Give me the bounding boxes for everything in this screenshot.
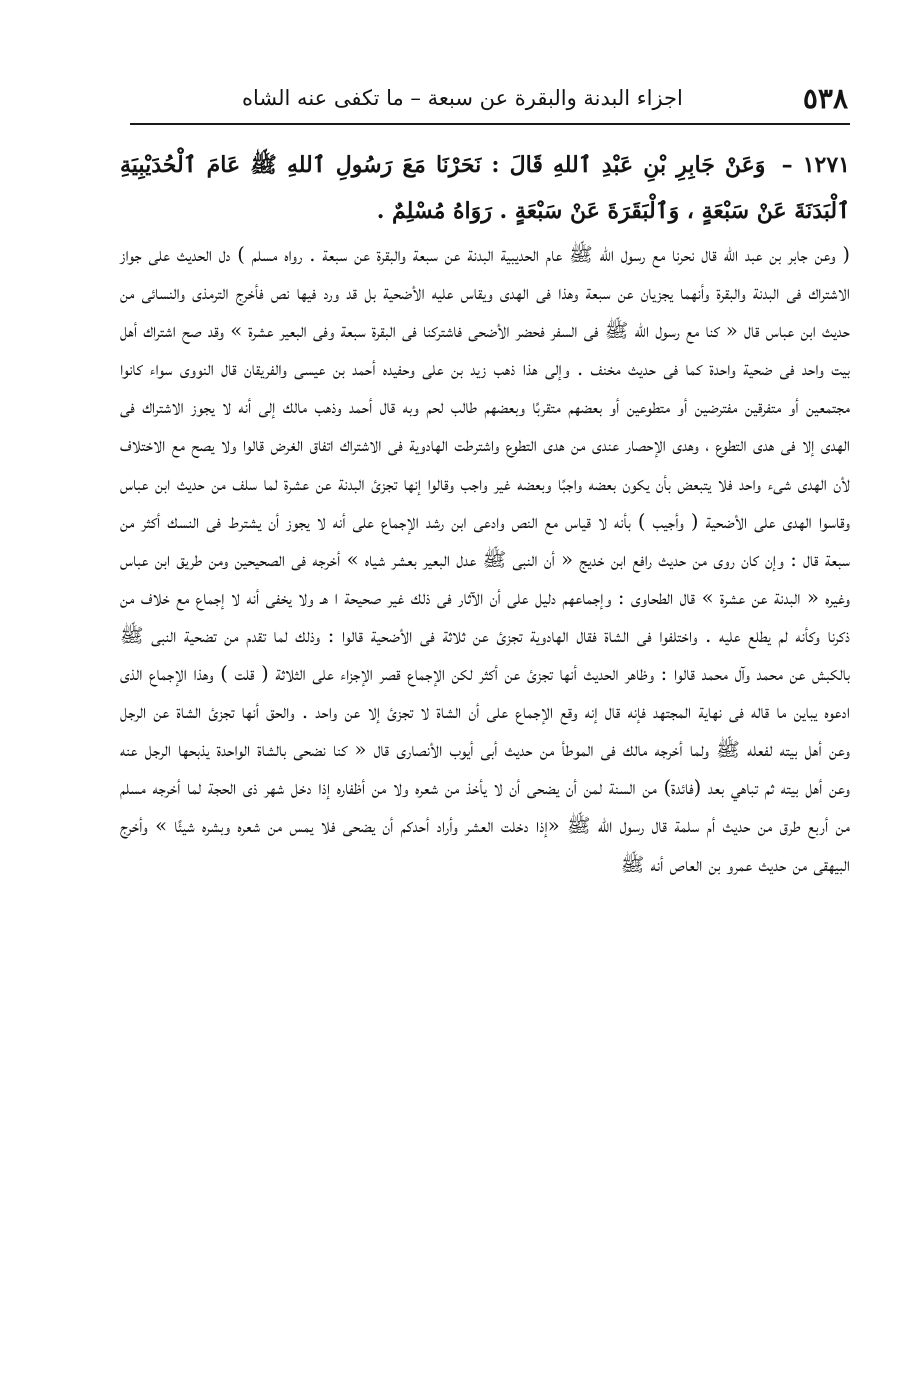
header-divider [130, 123, 850, 125]
running-header [130, 78, 848, 118]
commentary-text: ( وعن جابر بن عبد الله قال نحرنا مع رسول الله ﷺ عام الحديبية البدنة عن سبعة والبقرة عن سبعة . رواه مسلم ) دل الحديث على جواز الاشتراك فى البدنة والبقرة وأنهما يجزيان عن سبعة وهذا فى الهدى ويقاس عليه الأضحية بل قد ورد فيها نص فأخرج الترمذى والنسائى من حديث ابن عباس قال « كنا مع رسول الله ﷺ فى السفر فحضر الأضحى فاشتركنا فى البقرة سبعة وفى البعير عشرة » وقد صح اشتراك أهل بيت واحد فى ضحية واحدة كما فى حديث مخنف . وإلى هذا ذهب زيد بن على وحفيده أحمد بن عيسى والفريقان قال النووى سواء كانوا مجتمعين أو متفرقين مفترضين أو متطوعين أو بعضهم متقربًا وبعضهم طالب لحم وبه قال أحمد وذهب مالك إلى أنه لا يجوز الاشتراك فى الهدى إلا فى هدى التطوع ، وهدى الإحصار عندى من هدى التطوع واشترطت الهادوية فى الاشتراك اتفاق الغرض قالوا ولا يصح مع الاختلاف لأن الهدى شىء واحد فلا يتبعض بأن يكون بعضه واجبًا وبعضه غير واجب وقالوا إنها تجزئ البدنة عن عشرة لما سلف من حديث ابن عباس وقاسوا الهدى على الأضحية ( وأجيب ) بأنه لا قياس مع النص وادعى ابن رشد الإجماع على أنه لا يجوز أن يشترط فى النسك أكثر من سبعة قال : وإن كان روى من حديث رافع ابن خديج « أن النبى ﷺ عدل البعير بعشر شياه » أخرجه فى الصحيحين ومن طريق ابن عباس وغيره « البدنة عن عشرة » قال الطحاوى : وإجماعهم دليل على أن الآثار فى ذلك غير صحيحة ا هـ ولا يخفى أنه لا إجماع مع خلاف من ذكرنا وكأنه لم يطلع عليه . واختلفوا فى الشاة فقال الهادوية تجزئ عن ثلاثة فى الأضحية قالوا : وذلك لما تقدم من تضحية النبى ﷺ بالكبش عن محمد وآل محمد قالوا : وظاهر الحديث أنها تجزئ عن أكثر لكن الإجماع قصر الإجزاء على الثلاثة ( قلت ) وهذا الإجماع الذى ادعوه يباين ما قاله فى نهاية المجتهد فإنه قال إنه وقع الإجماع على أن الشاة لا تجزئ إلا عن واحد . والحق أنها تجزئ الشاة عن الرجل وعن أهل بيته لفعله ﷺ ولما أخرجه مالك فى الموطأ من حديث أبى أيوب الأنصارى قال « كنا نضحى بالشاة الواحدة يذبحها الرجل عنه وعن أهل بيته ثم تباهي بعد (فائدة) من السنة لمن أن يضحى أن لا يأخذ من شعره ولا من أظفاره إذا دخل شهر ذى الحجة لما أخرجه مسلم من أربع طرق من حديث أم سلمة قال رسول الله ﷺ «إذا دخلت العشر وأراد أحدكم أن يضحى فلا يمس من شعره وبشره شيئًا » وأخرج البيهقى من حديث عمرو بن العاص أنه ﷺ [120, 243, 850, 876]
hadith-number: ١٢٧١ – [781, 152, 850, 178]
running-title: اجزاء البدنة والبقرة عن سبعة – ما تكفى عنه الشاه [242, 86, 683, 110]
page-number: ٥٣٨ [802, 81, 848, 115]
hadith-text: وَعَنْ جَابِرِ بْنِ عَبْدِ ٱللهِ قَالَ : نَحَرْنَا مَعَ رَسُولِ ٱللهِ ﷺ عَامَ ٱلْحُدَيْبِيَةِ ٱلْبَدَنَةَ عَنْ سَبْعَةٍ ، وَٱلْبَقَرَةَ عَنْ سَبْعَةٍ . رَوَاهُ مُسْلِمٌ . [120, 152, 850, 224]
hadith-block [120, 142, 850, 234]
